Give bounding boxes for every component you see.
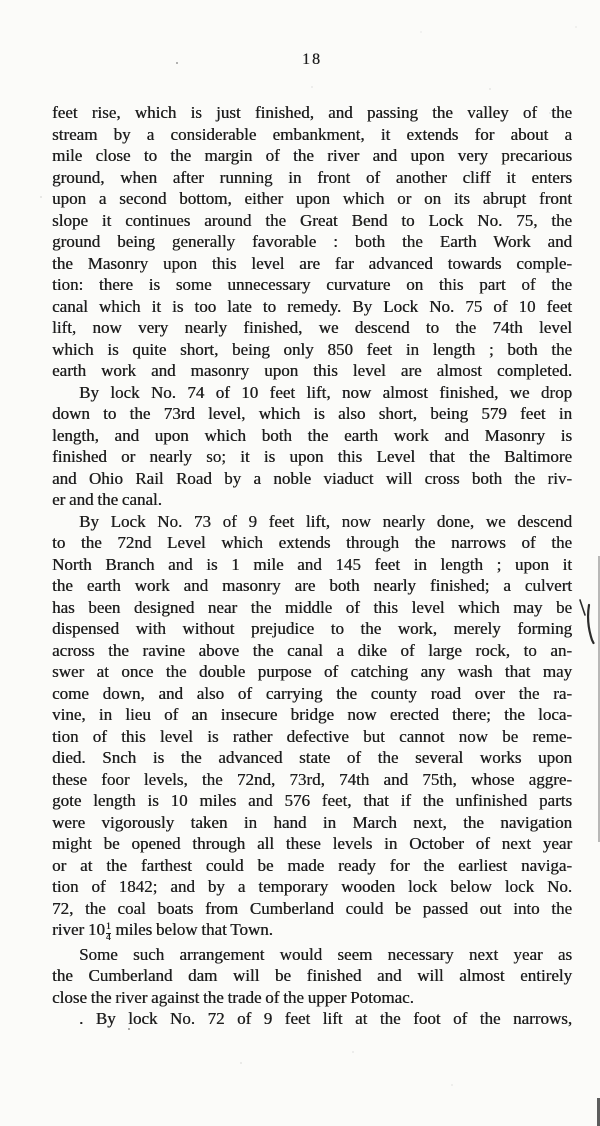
text-line: By lock No. 74 of 10 feet lift, now almost finished, we drop [79, 382, 572, 402]
text-line: river 10 $\frac{1}{4}$ miles below that Town. [52, 920, 273, 943]
text-line: to the 72nd Level which extends through the narrows of the [52, 533, 572, 552]
text-line: earth work and masonry upon this level are almost completed. [52, 361, 572, 380]
text-line: finished or nearly so; it is upon this Level that the Baltimore [52, 447, 572, 466]
text-line: By Lock No. 73 of 9 feet lift, now nearly done, we descend [79, 511, 572, 531]
text-line: across the ravine above the canal a dike of large rock, to an- [52, 640, 572, 660]
text-line: . By lock No. 72 of 9 feet lift at the foot of the narrows, [79, 1009, 572, 1028]
text-line: the earth work and masonry are both nearly finished; a culvert [52, 576, 572, 595]
text-line: close the river against the trade of the upper Potomac. [52, 987, 414, 1007]
text-line: or at the farthest could be made ready for the earliest naviga- [52, 855, 572, 875]
text-line: 72, the coal boats from Cumberland could be passed out into the [52, 898, 572, 918]
text-line: vine, in lieu of an insecure bridge now erected there; the loca- [52, 705, 572, 724]
text-line: and Ohio Rail Road by a noble viaduct will cross both the riv- [52, 468, 572, 488]
text-line: length, and upon which both the earth work and Masonry is [52, 425, 572, 445]
text-line: dispensed with without prejudice to the work, merely forming [52, 619, 572, 638]
paragraph [52, 382, 572, 511]
text-line: were vigorously taken in hand in March next, the navigation [52, 812, 572, 832]
text-line: feet rise, which is just finished, and passing the valley of the [52, 103, 572, 122]
text-line: swer at once the double purpose of catching any wash that may [52, 662, 572, 681]
text-line: Some such arrangement would seem necessary next year as [79, 944, 572, 964]
text-line: has been designed near the middle of this level which may be [52, 597, 572, 617]
text-line: ground, when after running in front of another cliff it enters [52, 167, 572, 187]
text-line: tion of 1842; and by a temporary wooden lock below lock No. [52, 877, 572, 896]
text-line: mile close to the margin of the river and upon very precarious [52, 146, 572, 165]
margin-pen-marks [576, 596, 600, 648]
text-line: lift, now very nearly finished, we descend to the 74th level [52, 318, 572, 337]
text-line: gote length is 10 miles and 576 feet, that if the unfinished parts [52, 791, 572, 810]
text-line: died. Snch is the advanced state of the several works upon [52, 748, 572, 767]
text-block [52, 102, 572, 1030]
text-line: tion: there is some unnecessary curvature on this part of the [52, 275, 572, 294]
fraction-one-quarter: $\frac{1}{4}$ [105, 922, 111, 943]
text-line: er and the canal. [52, 490, 162, 509]
paragraph [52, 102, 572, 382]
text-line: come down, and also of carrying the county road over the ra- [52, 683, 572, 703]
text-line: down to the 73rd level, which is also short, being 579 feet in [52, 404, 572, 423]
text-line: these foor levels, the 72nd, 73rd, 74th and 75th, whose aggre- [52, 769, 572, 789]
text-line: slope it continues around the Great Bend to Lock No. 75, the [52, 210, 572, 230]
text-line: ground being generally favorable : both the Earth Work and [52, 232, 572, 251]
text-line: North Branch and is 1 mile and 145 feet in length ; upon it [52, 554, 572, 574]
text-line: the Masonry upon this level are far advanced towards comple- [52, 253, 572, 273]
text-line: tion of this level is rather defective but cannot now be reme- [52, 726, 572, 746]
text-line: the Cumberland dam will be finished and will almost entirely [52, 966, 572, 985]
paragraph [52, 1008, 572, 1030]
paragraph [52, 944, 572, 1009]
paragraph [52, 511, 572, 944]
text-line: stream by a considerable embankment, it extends for about a [52, 124, 572, 144]
page-number: 18 [302, 51, 322, 68]
text-line: might be opened through all these levels in October of next year [52, 834, 572, 853]
text-line: canal which it is too late to remedy. By Lock No. 75 of 10 feet [52, 296, 572, 316]
text-line: which is quite short, being only 850 feet in length ; both the [52, 339, 572, 359]
scan-noise-specks [0, 0, 2, 2]
text-line: upon a second bottom, either upon which or on its abrupt front [52, 189, 572, 208]
